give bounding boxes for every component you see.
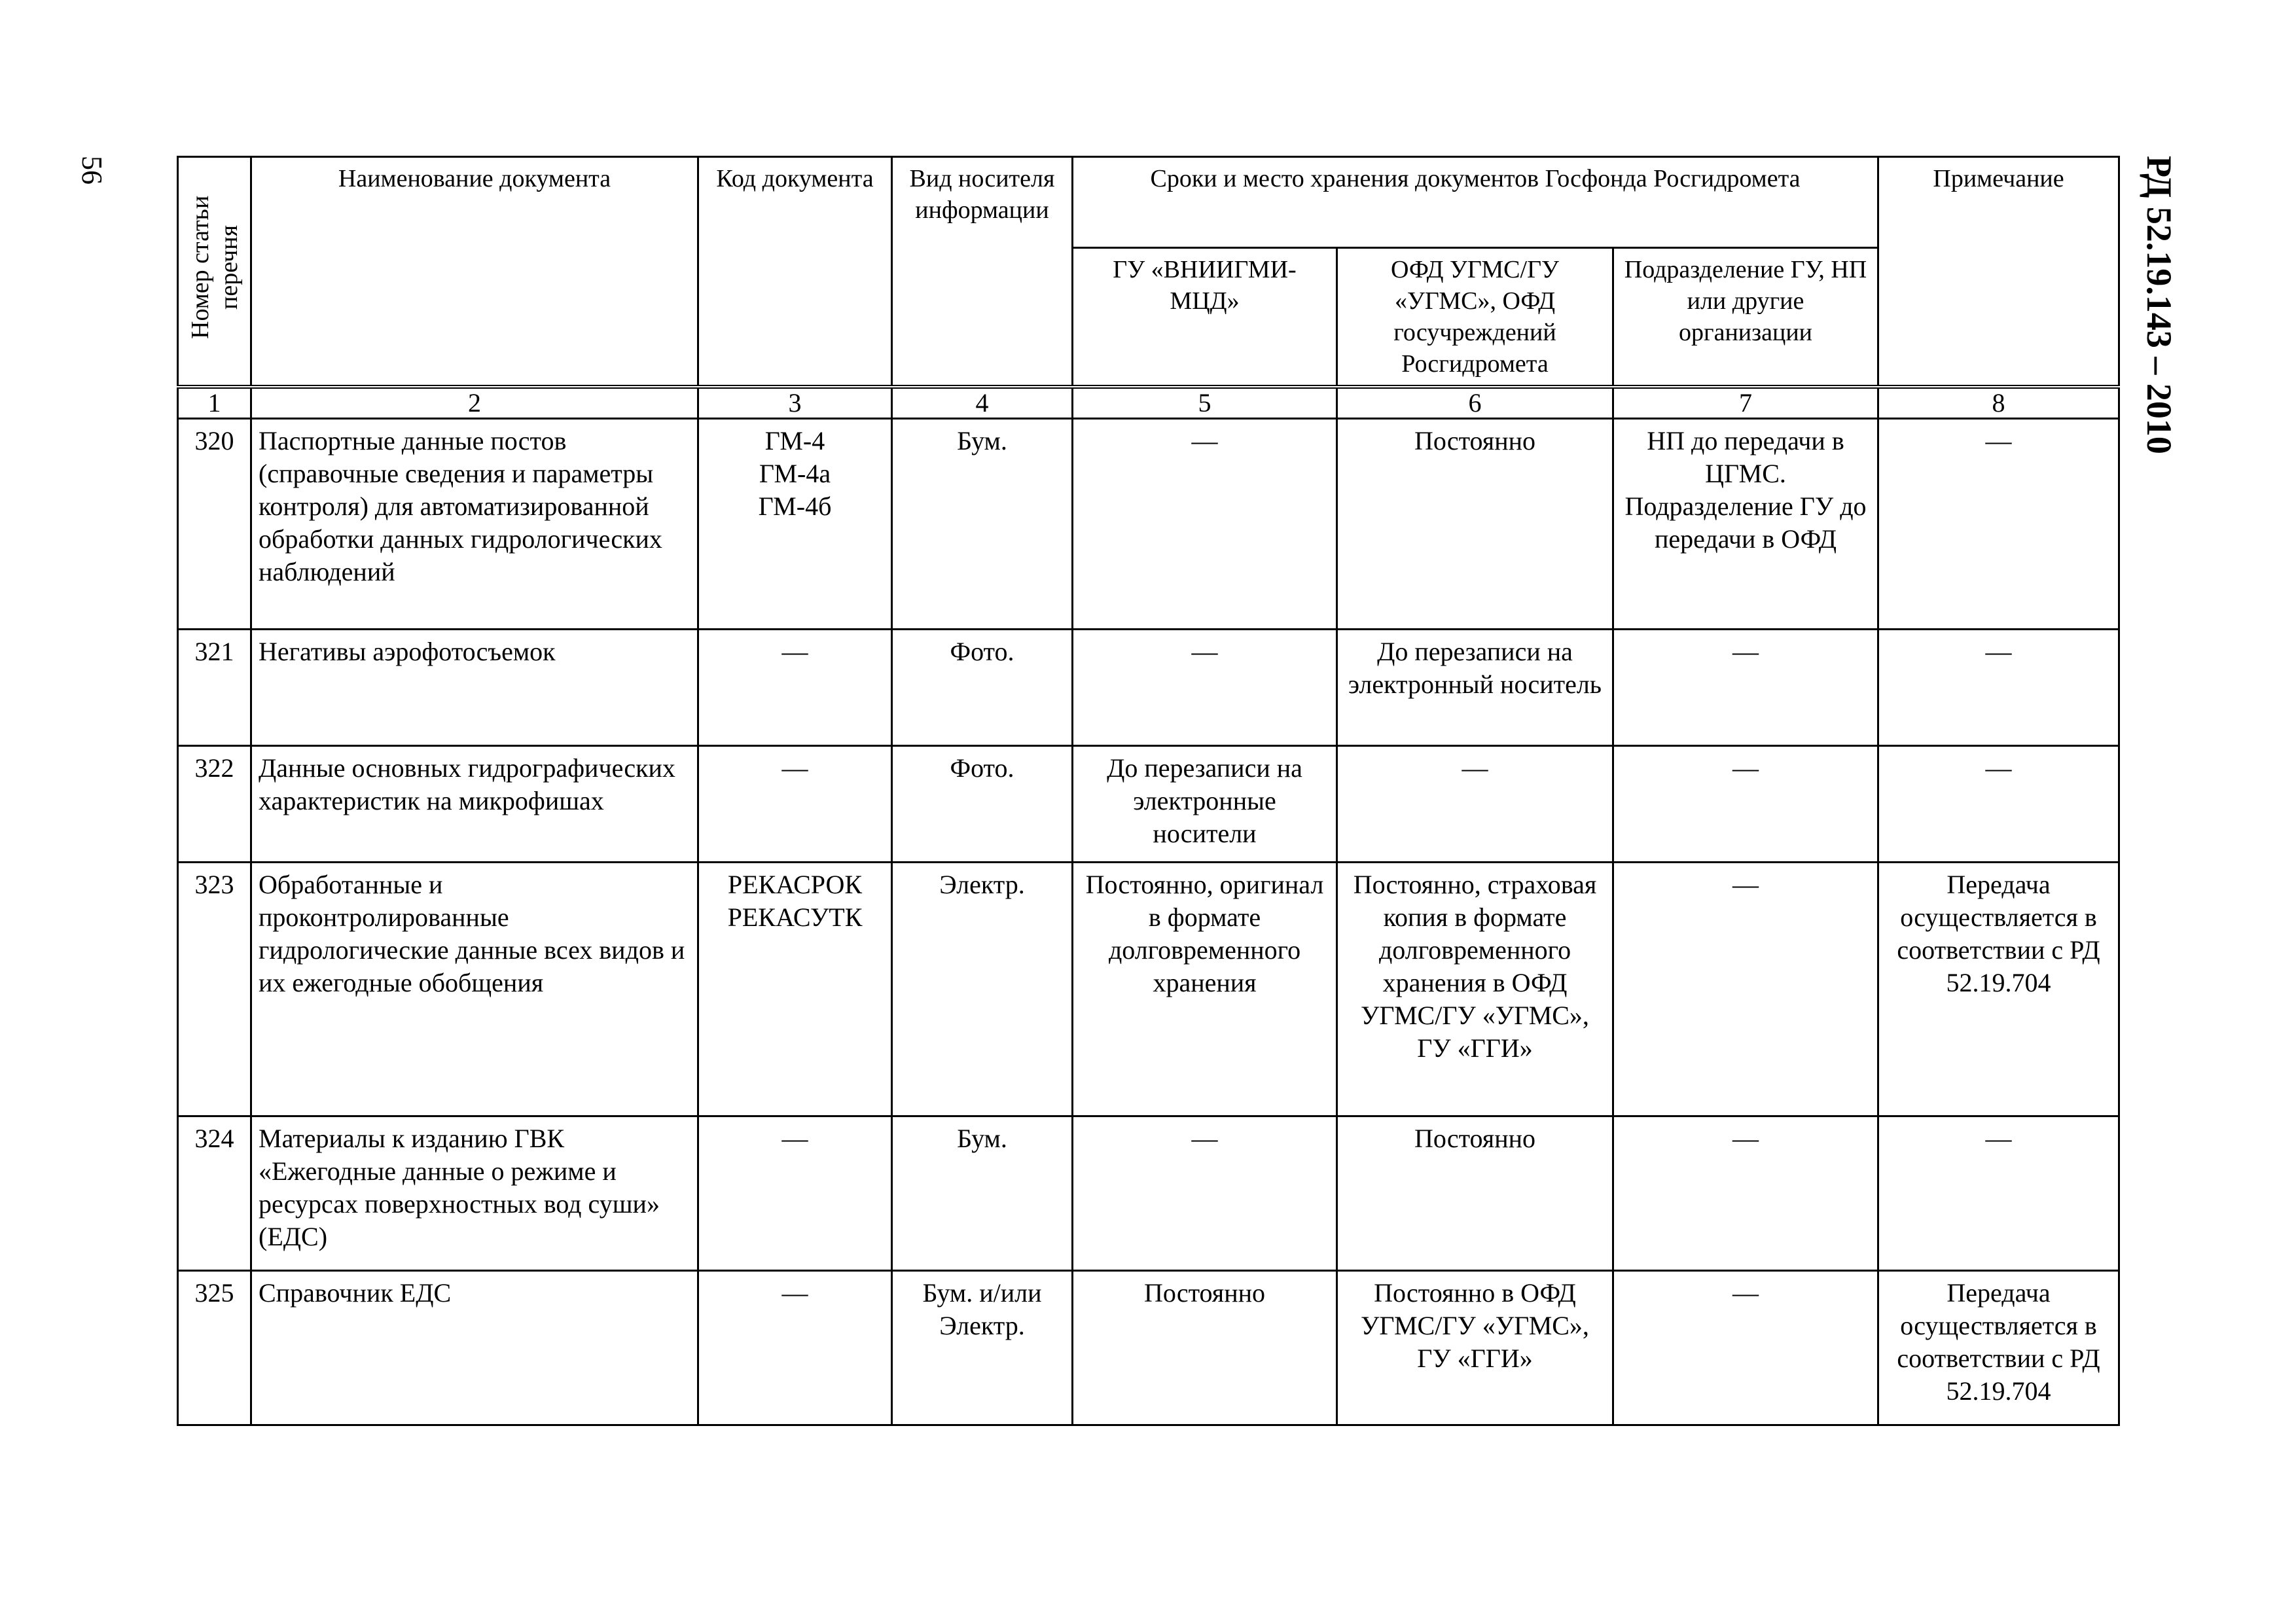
carrier-type: Бум. и/или Электр.: [892, 1271, 1073, 1425]
column-number: 8: [1878, 387, 2119, 419]
vniigmi-term: Постоянно, оригинал в формате долговременного хранения: [1073, 863, 1337, 1116]
retention-table: [177, 156, 2120, 1426]
code-line: —: [781, 1124, 808, 1153]
note: —: [1878, 630, 2119, 746]
table-row: [178, 746, 2119, 863]
column-number: 5: [1073, 387, 1337, 419]
item-number: 324: [178, 1116, 251, 1271]
note: —: [1878, 1116, 2119, 1271]
column-number: 6: [1337, 387, 1613, 419]
item-number: 322: [178, 746, 251, 863]
document-name: Паспортные данные постов (справочные сведения и параметры контроля) для автоматизированной обработки данных гидрологических наблюдений: [251, 419, 698, 630]
note: Передача осуществляется в соответствии с РД 52.19.704: [1878, 863, 2119, 1116]
subdivision-term: —: [1613, 630, 1878, 746]
code-line: —: [781, 1278, 808, 1308]
subdivision-term: —: [1613, 1116, 1878, 1271]
subdivision-term: —: [1613, 746, 1878, 863]
code-line: РЕКАСУТК: [727, 902, 863, 932]
document-name: Обработанные и проконтролированные гидрологические данные всех видов и их ежегодные обобщения: [251, 863, 698, 1116]
header-carrier-type: Вид носителя информации: [892, 157, 1073, 387]
column-numbers-row: [178, 387, 2119, 419]
ofd-term: Постоянно в ОФД УГМС/ГУ «УГМС», ГУ «ГГИ»: [1337, 1271, 1613, 1425]
subdivision-term: —: [1613, 863, 1878, 1116]
note: —: [1878, 746, 2119, 863]
carrier-type: Электр.: [892, 863, 1073, 1116]
header-vniigmi: ГУ «ВНИИГМИ-МЦД»: [1073, 248, 1337, 387]
code-line: —: [781, 753, 808, 783]
ofd-term: Постоянно: [1337, 1116, 1613, 1271]
table-row: [178, 863, 2119, 1116]
document-code: [698, 746, 892, 863]
code-line: РЕКАСРОК: [727, 870, 863, 899]
document-code: РД 52.19.143 – 2010: [2140, 156, 2179, 454]
page-number: 56: [76, 156, 108, 185]
vniigmi-term: Постоянно: [1073, 1271, 1337, 1425]
header-subdivision: Подразделение ГУ, НП или другие организации: [1613, 248, 1878, 387]
note: —: [1878, 419, 2119, 630]
document-code: [698, 1271, 892, 1425]
subdivision-term: —: [1613, 1271, 1878, 1425]
ofd-term: —: [1337, 746, 1613, 863]
note: Передача осуществляется в соответствии с РД 52.19.704: [1878, 1271, 2119, 1425]
ofd-term: Постоянно, страховая копия в формате долговременного хранения в ОФД УГМС/ГУ «УГМС», ГУ «ГГИ»: [1337, 863, 1613, 1116]
item-number: 323: [178, 863, 251, 1116]
document-code: [698, 419, 892, 630]
vniigmi-term: До перезаписи на электронные носители: [1073, 746, 1337, 863]
document-name: Негативы аэрофотосъемок: [251, 630, 698, 746]
ofd-term: До перезаписи на электронный носитель: [1337, 630, 1613, 746]
header-row-1: [178, 157, 2119, 248]
header-note: Примечание: [1878, 157, 2119, 387]
table-row: [178, 419, 2119, 630]
code-line: —: [781, 637, 808, 666]
document-name: Справочник ЕДС: [251, 1271, 698, 1425]
document-code: [698, 863, 892, 1116]
carrier-type: Фото.: [892, 746, 1073, 863]
document-code: [698, 1116, 892, 1271]
document-name: Материалы к изданию ГВК «Ежегодные данные о режиме и ресурсах поверхностных вод суши» (ЕДС): [251, 1116, 698, 1271]
code-line: ГМ-4б: [758, 491, 832, 521]
column-number: 4: [892, 387, 1073, 419]
column-number: 7: [1613, 387, 1878, 419]
document-name: Данные основных гидрографических характеристик на микрофишах: [251, 746, 698, 863]
column-number: 3: [698, 387, 892, 419]
document-code: [698, 630, 892, 746]
column-number: 1: [178, 387, 251, 419]
item-number: 321: [178, 630, 251, 746]
header-document-code: Код документа: [698, 157, 892, 387]
header-ofd: ОФД УГМС/ГУ «УГМС», ОФД госучреждений Росгидромета: [1337, 248, 1613, 387]
header-item-number: Номер статьи перечня: [178, 157, 251, 387]
column-number: 2: [251, 387, 698, 419]
item-number: 325: [178, 1271, 251, 1425]
header-storage-group: Сроки и место хранения документов Госфонда Росгидромета: [1073, 157, 1878, 248]
carrier-type: Бум.: [892, 419, 1073, 630]
code-line: ГМ-4а: [759, 459, 831, 488]
vniigmi-term: —: [1073, 419, 1337, 630]
carrier-type: Фото.: [892, 630, 1073, 746]
carrier-type: Бум.: [892, 1116, 1073, 1271]
code-line: ГМ-4: [764, 426, 825, 455]
table-row: [178, 1271, 2119, 1425]
table-row: [178, 630, 2119, 746]
subdivision-term: НП до передачи в ЦГМС. Подразделение ГУ до передачи в ОФД: [1613, 419, 1878, 630]
header-document-name: Наименование документа: [251, 157, 698, 387]
vniigmi-term: —: [1073, 630, 1337, 746]
ofd-term: Постоянно: [1337, 419, 1613, 630]
table-row: [178, 1116, 2119, 1271]
vniigmi-term: —: [1073, 1116, 1337, 1271]
item-number: 320: [178, 419, 251, 630]
